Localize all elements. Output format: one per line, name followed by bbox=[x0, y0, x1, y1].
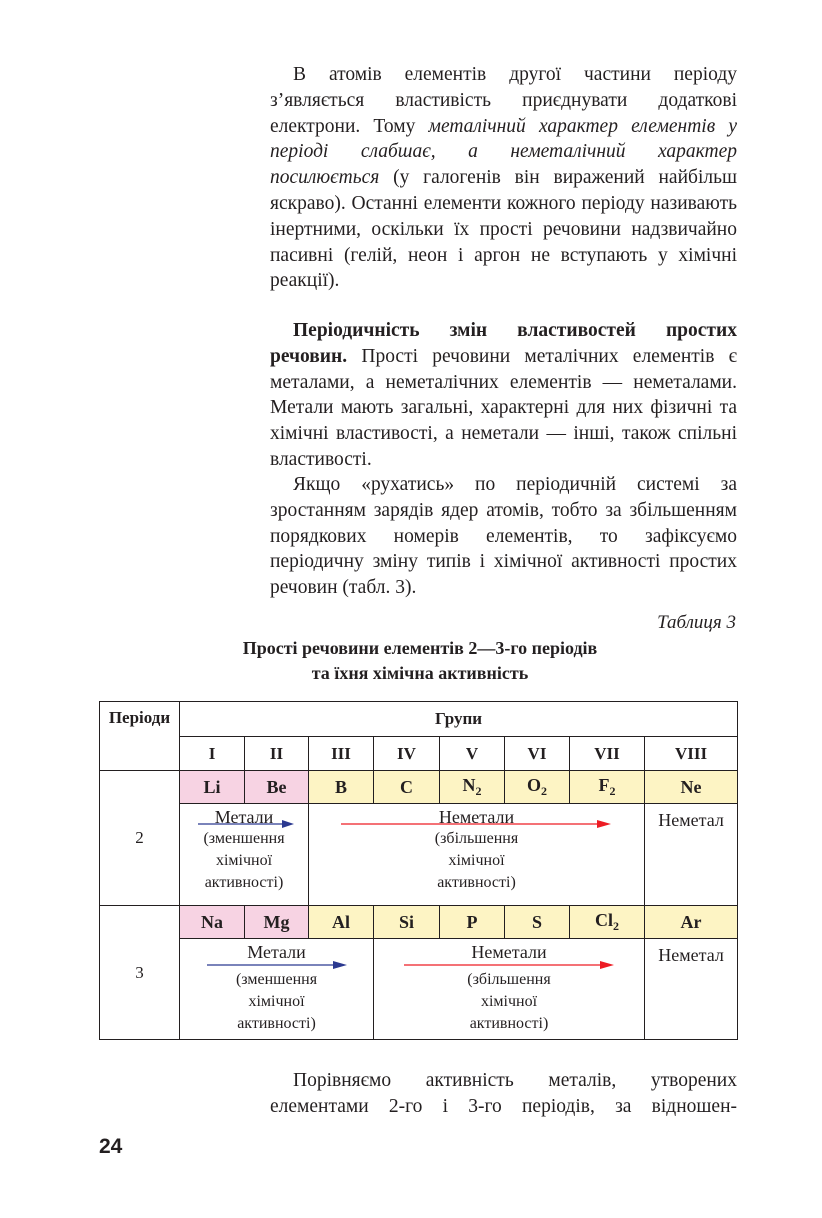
element-cell: Mg bbox=[245, 906, 309, 939]
metals-desc: хімічної bbox=[248, 993, 305, 1010]
element-cell: C bbox=[374, 771, 440, 804]
nonmetals-desc: хімічної bbox=[480, 993, 538, 1010]
element-cell: $F_2$ bbox=[570, 771, 645, 804]
table-title-line1: Прості речовини елементів 2—3-го періодів bbox=[242, 638, 598, 658]
paragraph1-text-b: (у галогенів він виражений найбільш яскраво). Останні елементи кожного періоду називають інертними, оскільки їх прості речовини надзвичайно пасивні (гелій, неон і аргон не вступають у хімічні реакції). bbox=[270, 167, 737, 292]
paragraph2-heading: Періодичність змін властивостей простих речовин. bbox=[270, 320, 737, 367]
table-title bbox=[150, 636, 690, 686]
period-3-nonmetals-cell bbox=[374, 939, 645, 1040]
paragraph2-text: Прості речовини металічних елементів є металами, а неметалічних елементів — неметалами. Метали мають загальні, характерні для них фізичні та хімічні властивості, а неметали — інші, також спільні властивості. bbox=[270, 345, 737, 470]
group-label: III bbox=[309, 737, 374, 771]
element-cell: P bbox=[440, 906, 505, 939]
periods-header: Періоди bbox=[100, 702, 180, 771]
element-cell: $N_2$ bbox=[440, 771, 505, 804]
element-cell: Al bbox=[309, 906, 374, 939]
element-cell: $O_2$ bbox=[505, 771, 570, 804]
metals-label: Метали bbox=[247, 942, 306, 962]
element-cell: Ne bbox=[645, 771, 738, 804]
groups-header: Групи bbox=[180, 702, 738, 737]
metals-desc: активності) bbox=[204, 874, 284, 891]
paragraph1-text-a: В атомів елементів другої частини періоду з’являється властивість приєднувати додаткові електрони. Тому bbox=[270, 64, 737, 137]
paragraph3-text: Якщо «рухатись» по періодичній системі за зростанням зарядів ядер атомів, тобто за збільшенням порядкових номерів елементів, то зафіксуємо періодичну зміну типів і хімічної активності простих речовин (табл. 3). bbox=[270, 474, 737, 599]
table-title-line2: та їхня хімічна активність bbox=[311, 663, 529, 683]
element-cell: $Cl_2$ bbox=[570, 906, 645, 939]
element-cell: Ar bbox=[645, 906, 738, 939]
group-label: V bbox=[440, 737, 505, 771]
paragraph-periodicity bbox=[270, 318, 737, 473]
element-cell: Si bbox=[374, 906, 440, 939]
metals-desc: (зменшення bbox=[203, 830, 285, 847]
period-3-metals-cell bbox=[180, 939, 374, 1040]
nonmetals-desc: активності) bbox=[437, 874, 516, 891]
element-cell: Na bbox=[180, 906, 245, 939]
table-caption: Таблиця 3 bbox=[657, 612, 736, 633]
group-label: IV bbox=[374, 737, 440, 771]
element-cell: S bbox=[505, 906, 570, 939]
period-2-nonmetals-cell bbox=[309, 804, 645, 906]
metals-desc: хімічної bbox=[215, 852, 273, 869]
group-label: VII bbox=[570, 737, 645, 771]
period-2-label: 2 bbox=[100, 771, 180, 906]
metals-label: Метали bbox=[214, 807, 274, 827]
nonmetals-label: Неметали bbox=[471, 942, 547, 962]
period-3-last-label: Неметал bbox=[645, 939, 738, 1040]
element-cell: Be bbox=[245, 771, 309, 804]
period-2-last-label: Неметал bbox=[645, 804, 738, 906]
nonmetals-desc: (збільшення bbox=[434, 830, 519, 847]
paragraph-inert-elements bbox=[270, 62, 737, 294]
page-number: 24 bbox=[99, 1135, 123, 1158]
period-3-label: 3 bbox=[100, 906, 180, 1040]
group-label: VIII bbox=[645, 737, 738, 771]
paragraph-compare-metals bbox=[270, 1068, 737, 1120]
nonmetals-desc: (збільшення bbox=[467, 971, 551, 988]
nonmetals-desc: хімічної bbox=[448, 852, 505, 869]
nonmetals-desc: активності) bbox=[469, 1015, 549, 1032]
group-label: II bbox=[245, 737, 309, 771]
paragraph-table-intro bbox=[270, 472, 737, 601]
paragraph1-italic: металічний характер елементів у періоді слабшає, а неметалічний характер посилюється bbox=[270, 115, 737, 189]
element-cell: Li bbox=[180, 771, 245, 804]
metals-desc: (зменшення bbox=[235, 971, 318, 988]
nonmetals-label: Неметали bbox=[438, 807, 515, 827]
period-2-metals-cell bbox=[180, 804, 309, 906]
group-label: I bbox=[180, 737, 245, 771]
metals-desc: активності) bbox=[237, 1015, 316, 1032]
periodic-properties-table bbox=[99, 701, 738, 1040]
element-cell: B bbox=[309, 771, 374, 804]
bottom-paragraph-text: Порівняємо активність металів, утворених елементами 2-го і 3-го періодів, за відношен- bbox=[270, 1070, 737, 1117]
group-label: VI bbox=[505, 737, 570, 771]
